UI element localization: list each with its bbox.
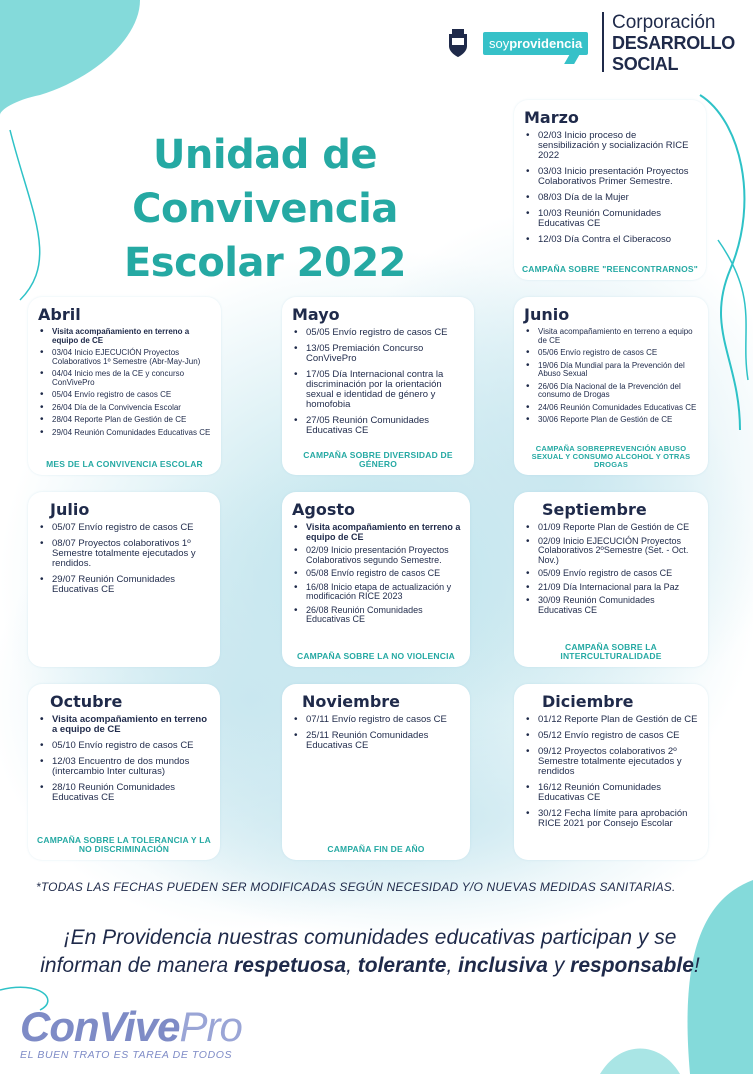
brand-tagline: EL BUEN TRATO ES TAREA DE TODOS [20,1049,233,1061]
list-item: • 01/09 Reporte Plan de Gestión de CE [524,523,700,533]
list-item: • 12/03 Encuentro de dos mundos (intercambio Inter culturas) [38,757,212,777]
list-item: • 02/09 Inicio EJECUCIÓN Proyectos Colaborativos 2ºSemestre (Set. - Oct. Nov.) [524,537,700,566]
month-title: Abril [38,305,81,324]
header-logos [447,10,747,80]
card-agosto [282,492,470,667]
list-item: • 30/06 Reporte Plan de Gestión de CE [524,416,700,425]
corp-line-1: Corporación [612,12,716,33]
event-list [38,328,213,437]
list-item: • 02/03 Inicio proceso de sensibilización y socialización RICE 2022 [524,131,698,161]
list-item: • 05/10 Envío registro de casos CE [38,741,212,751]
event-list [292,523,462,625]
soy-brand: providencia [509,36,583,51]
list-item: • 03/03 Inicio presentación Proyectos Colaborativos Primer Semestre. [524,167,698,187]
card-abril [28,297,221,475]
month-title: Octubre [50,692,123,711]
list-item: • 05/09 Envío registro de casos CE [524,569,700,579]
month-title: Noviembre [302,692,401,711]
slogan-sep: , [346,954,358,977]
event-list [524,715,700,829]
list-item: • 30/12 Fecha límite para aprobación RICE 2021 por Consejo Escolar [524,809,700,829]
month-title: Septiembre [542,500,647,519]
card-octubre [28,684,220,860]
month-title: Mayo [292,305,340,324]
corporacion-logo [612,12,735,75]
list-item: • 09/12 Proyectos colaborativos 2º Semestre totalmente ejecutados y rendidos [524,747,700,777]
list-item: • 19/06 Día Mundial para la Prevención del Abuso Sexual [524,362,700,379]
campaign-label: CAMPAÑA FIN DE AÑO [327,844,425,854]
soyprovidencia-logo [483,32,588,55]
slogan-sep: y [548,954,571,977]
disclaimer-note: *TODAS LAS FECHAS PUEDEN SER MODIFICADAS SEGÚN NECESIDAD Y/O NUEVAS MEDIDAS SANITARIAS. [36,880,676,894]
event-list [292,715,462,751]
list-item: • 25/11 Reunión Comunidades Educativas CE [292,731,462,751]
list-item: • 05/12 Envío registro de casos CE [524,731,700,741]
campaign-label: CAMPAÑA SOBRE LA INTERCULTURALIDADE [560,642,662,661]
month-title: Marzo [524,108,579,127]
slogan-end: ! [693,954,700,977]
card-mayo [282,297,474,475]
list-item: • 05/05 Envío registro de casos CE [292,328,466,338]
list-item: • 26/06 Día Nacional de la Prevención del consumo de Drogas [524,383,700,400]
campaign-label: CAMPAÑA SOBRE "REENCONTRARNOS" [521,264,699,274]
slogan [20,924,720,980]
event-list [292,328,466,436]
list-item: • 08/03 Día de la Mujer [524,193,698,203]
campaign-label: CAMPAÑA SOBRE DIVERSIDAD DE GÉNERO [303,450,453,469]
list-item: • 28/10 Reunión Comunidades Educativas CE [38,783,212,803]
slogan-sep: , [446,954,459,977]
brand-name-b: Pro [179,1003,242,1050]
slogan-word-inclusiva: inclusiva [458,954,548,977]
month-title: Diciembre [542,692,634,711]
corp-line-2: DESARROLLO [612,33,736,53]
card-marzo [514,100,706,280]
campaign-label: CAMPAÑA SOBRE LA NO VIOLENCIA [296,651,455,661]
list-item: • Visita acompañamiento en terreno a equipo de CE [292,523,462,542]
title-line-1: Unidad de Convivencia [132,132,398,232]
card-julio [28,492,220,667]
list-item: • 07/11 Envío registro de casos CE [292,715,462,725]
list-item: • 30/09 Reunión Comunidades Educativas CE [524,596,700,615]
convivepro-wordmark [20,1005,260,1049]
list-item: • 05/08 Envío registro de casos CE [292,569,462,579]
list-item: • 05/04 Envío registro de casos CE [38,391,213,400]
list-item: • Visita acompañamiento en terreno a equipo de CE [38,715,212,735]
month-title: Julio [50,500,90,519]
brand-name-a: ConVive [20,1003,180,1050]
title-line-2: Escolar 2022 [123,240,406,286]
list-item: • 12/03 Día Contra el Ciberacoso [524,235,698,245]
list-item: • Visita acompañamiento en terreno a equipo de CE [38,328,213,345]
month-title: Agosto [292,500,355,519]
list-item: • 04/04 Inicio mes de la CE y concurso ConVivePro [38,370,213,387]
slogan-word-responsable: responsable [570,954,694,977]
campaign-label: MES DE LA CONVIVENCIA ESCOLAR [46,459,203,469]
soy-prefix: soy [489,36,510,51]
corp-divider [602,12,604,72]
list-item: • 28/04 Reporte Plan de Gestión de CE [38,416,213,425]
list-item: • 05/07 Envío registro de casos CE [38,523,212,533]
list-item: • 03/04 Inicio EJECUCIÓN Proyectos Colaborativos 1º Semestre (Abr-May-Jun) [38,349,213,366]
list-item: • 16/08 Inicio etapa de actualización y modificación RICE 2023 [292,583,462,602]
list-item: • 01/12 Reporte Plan de Gestión de CE [524,715,700,725]
list-item: • 13/05 Premiación Concurso ConVivePro [292,344,466,364]
card-noviembre [282,684,470,860]
list-item: • 10/03 Reunión Comunidades Educativas CE [524,209,698,229]
list-item: • 16/12 Reunión Comunidades Educativas CE [524,783,700,803]
speech-tail-icon [564,54,580,64]
event-list [524,328,700,425]
card-junio [514,297,708,475]
convivepro-logo [20,1005,260,1061]
card-diciembre [514,684,708,860]
list-item: • 26/04 Día de la Convivencia Escolar [38,404,213,413]
campaign-label: CAMPAÑA SOBREPREVENCIÓN ABUSO SEXUAL Y CONSUMO ALCOHOL Y OTRAS DROGAS [531,444,691,469]
list-item: • 05/06 Envío registro de casos CE [524,349,700,358]
event-list [38,715,212,803]
list-item: • Visita acompañamiento en terreno a equipo de CE [524,328,700,345]
list-item: • 24/06 Reunión Comunidades Educativas CE [524,404,700,413]
list-item: • 21/09 Día Internacional para la Paz [524,583,700,593]
month-title: Junio [524,305,570,324]
event-list [38,523,212,595]
event-list [524,131,698,245]
campaign-label: CAMPAÑA SOBRE LA TOLERANCIA Y LA NO DISCRIMINACIÓN [37,835,211,854]
list-item: • 08/07 Proyectos colaborativos 1º Semestre totalmente ejecutados y rendidos. [38,539,212,569]
slogan-text: ¡En Providencia nuestras comunidades educativas participan y se informan de manera [40,926,677,977]
list-item: • 17/05 Día Internacional contra la discriminación por la orientación sexual e identidad de género y homofobia [292,370,466,410]
slogan-word-tolerante: tolerante [357,954,447,977]
event-list [524,523,700,615]
municipal-shield-icon [447,28,469,58]
list-item: • 26/08 Reunión Comunidades Educativas CE [292,606,462,625]
page-title [40,128,490,290]
list-item: • 02/09 Inicio presentación Proyectos Colaborativos segundo Semestre. [292,546,462,565]
list-item: • 29/04 Reunión Comunidades Educativas CE [38,429,213,438]
corp-line-3: SOCIAL [612,54,679,74]
card-septiembre [514,492,708,667]
slogan-word-respetuosa: respetuosa [234,954,347,977]
list-item: • 27/05 Reunión Comunidades Educativas CE [292,416,466,436]
list-item: • 29/07 Reunión Comunidades Educativas CE [38,575,212,595]
